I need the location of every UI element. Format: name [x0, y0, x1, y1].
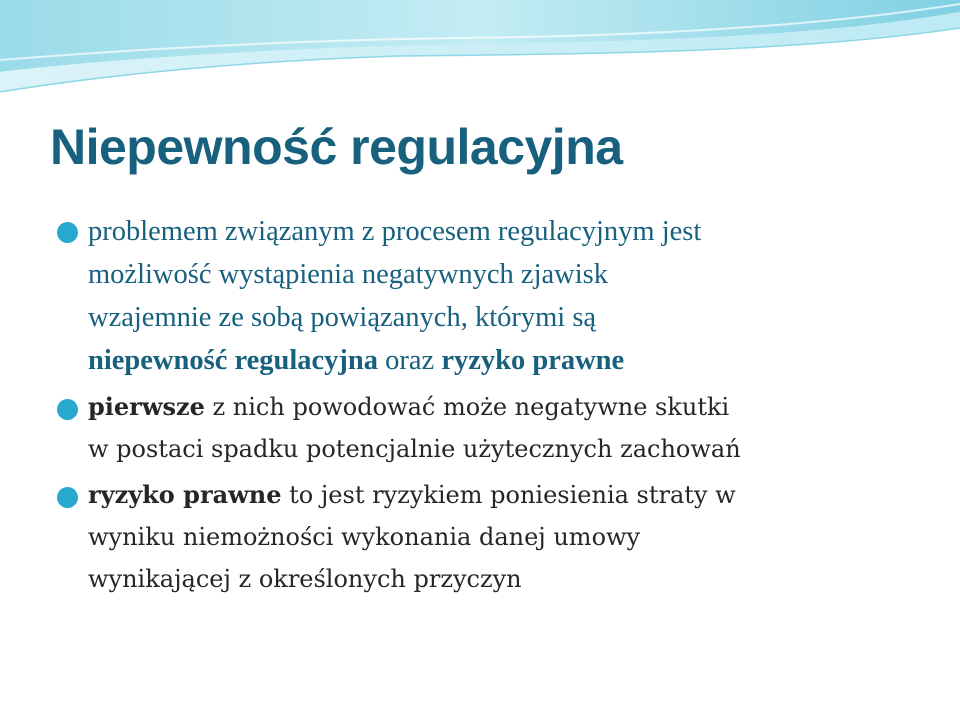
bullet-line — [88, 516, 920, 558]
bullet-line — [88, 339, 920, 382]
bullet-item — [60, 386, 920, 470]
bullet-dot-icon — [57, 487, 78, 508]
bullet-dot-icon — [57, 222, 78, 243]
emphasis-text: ryzyko prawne — [441, 345, 625, 376]
header-wave-decoration — [0, 0, 960, 130]
bullet-line — [88, 558, 920, 600]
bullet-line — [88, 474, 920, 516]
bullet-text: wynikającej z określonych przyczyn — [88, 565, 522, 593]
slide-title: Niepewność regulacyjna — [50, 119, 623, 175]
bullet-text: możliwość wystąpienia negatywnych zjawisk — [88, 259, 608, 290]
bullet-line — [88, 210, 920, 253]
bullet-text: oraz — [378, 345, 442, 376]
bullet-line — [88, 386, 920, 428]
bullet-dot-icon — [57, 399, 78, 420]
emphasis-text: ryzyko prawne — [88, 480, 282, 509]
bullet-text: w postaci spadku potencjalnie użytecznych zachowań — [88, 435, 741, 463]
bullet-text: wzajemnie ze sobą powiązanych, którymi są — [88, 302, 597, 333]
bullet-text: problemem związanym z procesem regulacyjnym jest — [88, 216, 702, 247]
bullet-list — [60, 210, 920, 604]
bullet-item — [60, 210, 920, 382]
bullet-line — [88, 428, 920, 470]
bullet-text: wyniku niemożności wykonania danej umowy — [88, 523, 641, 551]
bullet-item — [60, 474, 920, 600]
bullet-line — [88, 296, 920, 339]
bullet-line — [88, 253, 920, 296]
bullet-text: z nich powodować może negatywne skutki — [204, 393, 730, 421]
bullet-text: to jest ryzykiem poniesienia straty w — [281, 481, 736, 509]
emphasis-text: niepewność regulacyjna — [88, 345, 379, 376]
emphasis-text: pierwsze — [88, 392, 205, 421]
